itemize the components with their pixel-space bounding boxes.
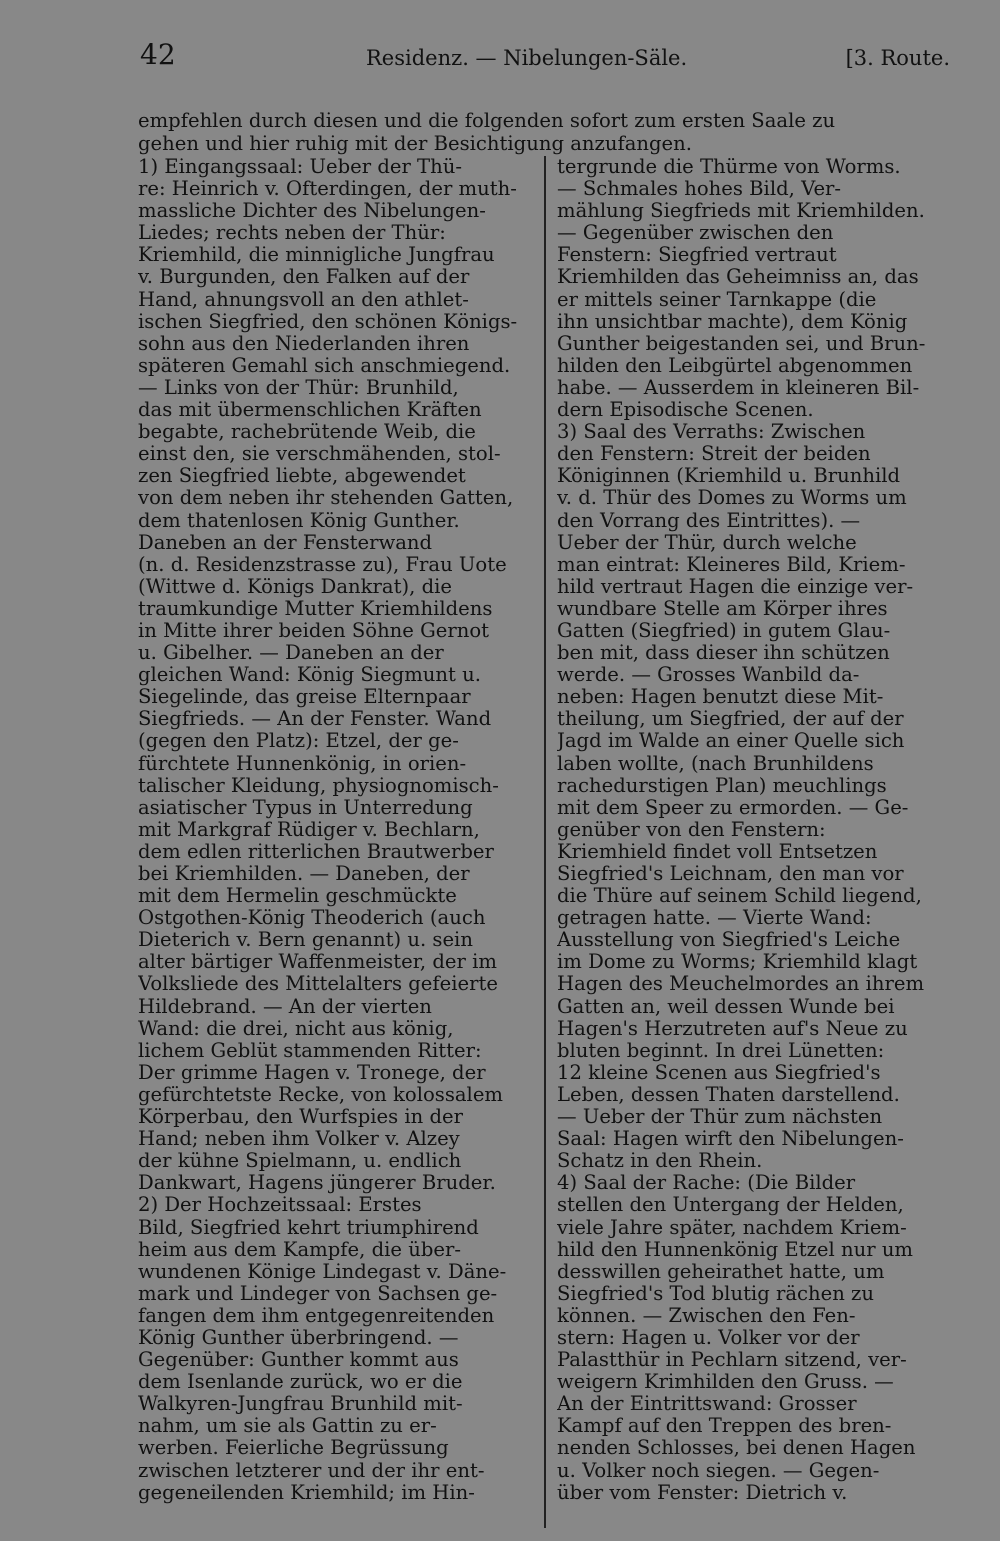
running-head: Residenz. — Nibelungen-Säle. [366,46,688,70]
text-line: nenden Schlosses, bei denen Hagen [557,1437,916,1460]
text-line: in Mitte ihrer beiden Söhne Gernot [138,619,490,642]
text-line: er mittels seiner Tarnkappe (die [557,288,877,311]
text-line: dem edlen ritterlichen Brautwerber [138,840,494,863]
text-line: v. d. Thür des Domes zu Worms um [557,487,907,510]
text-line: re: Heinrich v. Ofterdingen, der muth- [138,178,517,201]
text-line: das mit übermenschlichen Kräften [138,399,482,422]
text-line: Hagen's Herzutreten auf's Neue zu [557,1017,908,1040]
text-line: Kriemhild, die minnigliche Jungfrau [138,244,495,267]
text-line: (n. d. Residenzstrasse zu), Frau Uote [138,553,507,576]
text-line: den Vorrang des Eintrittes). — [557,509,861,532]
text-line: nahm, um sie als Gattin zu er- [138,1415,437,1438]
text-line: 12 kleine Scenen aus Siegfried's [557,1061,881,1084]
intro-paragraph [138,110,950,155]
text-line: genüber von den Fenstern: [557,818,826,841]
text-line: fangen dem ihm entgegenreitenden [138,1304,495,1327]
text-line: Bild, Siegfried kehrt triumphirend [138,1216,479,1239]
text-line: laben wollte, (nach Brunhildens [557,752,874,775]
text-line: Hand, ahnungsvoll an den athlet- [138,288,469,311]
text-line: weigern Krimhilden den Gruss. — [557,1371,894,1394]
text-line: getragen hatte. — Vierte Wand: [557,907,872,930]
text-line: werben. Feierliche Begrüssung [138,1437,449,1460]
text-line: asiatischer Typus in Unterredung [138,796,473,819]
text-line: — Ueber der Thür zum nächsten [557,1106,883,1129]
text-line: — Gegenüber zwischen den [557,222,834,245]
text-line: bei Kriemhilden. — Daneben, der [138,863,470,885]
text-line: ihn unsichtbar machte), dem König [557,310,908,333]
text-line: wundbare Stelle am Körper ihres [557,597,888,620]
left-column [138,156,533,1504]
text-line: Hildebrand. — An der vierten [138,995,432,1018]
text-line: gefürchtetste Recke, von kolossalem [138,1083,503,1106]
text-line: Gatten an, weil dessen Wunde bei [557,995,895,1018]
text-line: u. Volker noch siegen. — Gegen- [557,1459,880,1482]
text-line: Fenstern: Siegfried vertraut [557,244,837,267]
text-line: talischer Kleidung, physiognomisch- [138,774,499,797]
text-line: Königinnen (Kriemhild u. Brunhild [557,465,901,488]
text-line: sohn aus den Niederlanden ihren [138,332,470,355]
text-line: Gatten (Siegfried) in gutem Glau- [557,619,891,642]
text-line: desswillen geheirathet hatte, um [557,1260,885,1283]
page-header [136,38,950,78]
text-line: von dem neben ihr stehenden Gatten, [138,487,514,510]
right-column [557,156,950,1504]
text-line: Leben, dessen Thaten darstellend. [557,1083,900,1106]
text-line: gleichen Wand: König Siegmunt u. [138,664,481,687]
text-line: — Schmales hohes Bild, Ver- [557,178,842,201]
text-line: theilung, um Siegfried, der auf der [557,708,904,731]
page-number: 42 [140,38,176,71]
text-line: können. — Zwischen den Fen- [557,1304,856,1327]
text-line: König Gunther überbringend. — [138,1326,459,1349]
text-line: Schatz in den Rhein. [557,1150,763,1173]
text-line: der kühne Spielmann, u. endlich [138,1150,462,1173]
text-line: Siegfried's Tod blutig rächen zu [557,1282,875,1305]
text-line: man eintrat: Kleineres Bild, Kriem- [557,553,906,576]
text-line: An der Eintrittswand: Grosser [557,1393,857,1416]
text-line: Walkyren-Jungfrau Brunhild mit- [138,1393,463,1416]
text-line: u. Gibelher. — Daneben an der [138,642,444,665]
text-line: begabte, rachebrütende Weib, die [138,421,476,444]
text-line: — Links von der Thür: Brunhild, [138,376,459,399]
text-line: Kampf auf den Treppen des bren- [557,1415,892,1438]
text-line: hild den Hunnenkönig Etzel nur um [557,1238,914,1261]
text-line: wundenen Könige Lindegast v. Däne- [138,1260,507,1283]
text-line: den Fenstern: Streit der beiden [557,443,871,466]
text-line: werde. — Grosses Wanbild da- [557,664,860,687]
text-line: dem thatenlosen König Gunther. [138,509,460,532]
text-line: massliche Dichter des Nibelungen- [138,200,486,223]
text-line: mit dem Hermelin geschmückte [138,885,457,908]
text-line: neben: Hagen benutzt diese Mit- [557,686,884,709]
text-line: Jagd im Walde an einer Quelle sich [557,730,905,753]
column-divider [544,156,546,1528]
text-line: Wand: die drei, nicht aus könig, [138,1017,454,1040]
text-line: rachedurstigen Plan) meuchlings [557,774,887,797]
text-line: mit dem Speer zu ermorden. — Ge- [557,796,909,819]
text-line: Palastthür in Pechlarn sitzend, ver- [557,1349,907,1372]
text-line: lichem Geblüt stammenden Ritter: [138,1039,482,1062]
text-line: Kriemhield findet voll Entsetzen [557,840,878,863]
text-line: Ueber der Thür, durch welche [557,531,857,554]
text-line: Saal: Hagen wirft den Nibelungen- [557,1128,904,1151]
text-line: traumkundige Mutter Kriemhildens [138,597,493,620]
text-line: Ausstellung von Siegfried's Leiche [557,929,901,952]
text-line: Ostgothen-König Theoderich (auch [138,907,486,930]
text-line: fürchtete Hunnenkönig, in orien- [138,752,467,775]
text-line: im Dome zu Worms; Kriemhild klagt [557,951,918,974]
text-line: stellen den Untergang der Helden, [557,1194,904,1217]
text-line: viele Jahre später, nachdem Kriem- [557,1216,907,1239]
text-line: zen Siegfried liebte, abgewendet [138,465,466,488]
text-line: die Thüre auf seinem Schild liegend, [557,885,922,908]
text-line: 4) Saal der Rache: (Die Bilder [557,1172,856,1195]
text-line: Daneben an der Fensterwand [138,531,433,554]
text-line: mark und Lindeger von Sachsen ge- [138,1282,498,1305]
text-line: ben mit, dass dieser ihn schützen [557,642,890,665]
text-line: ischen Siegfried, den schönen Königs- [138,310,518,333]
text-line: habe. — Ausserdem in kleineren Bil- [557,376,920,399]
text-line: mählung Siegfrieds mit Kriemhilden. [557,200,925,223]
text-line: Siegelinde, das greise Elternpaar [138,686,471,709]
text-line: Gunther beigestanden sei, und Brun- [557,332,926,355]
text-line: Siegfried's Leichnam, den man vor [557,863,904,885]
text-line: mit Markgraf Rüdiger v. Bechlarn, [138,818,480,841]
text-line: Hagen des Meuchelmordes an ihrem [557,973,925,996]
text-line: alter bärtiger Waffenmeister, der im [138,951,497,974]
text-line: gehen und hier ruhig mit der Besichtigung anzufangen. [138,132,692,155]
text-line: heim aus dem Kampfe, die über- [138,1238,461,1261]
text-line: hilden den Leibgürtel abgenommen [557,354,913,377]
text-line: tergrunde die Thürme von Worms. [557,156,901,178]
text-line: über vom Fenster: Dietrich v. [557,1481,848,1504]
text-line: 1) Eingangssaal: Ueber der Thü- [138,156,462,178]
text-line: Kriemhilden das Geheimniss an, das [557,266,919,289]
text-line: zwischen letzterer und der ihr ent- [138,1459,485,1482]
text-line: dem Isenlande zurück, wo er die [138,1371,463,1394]
text-line: (gegen den Platz): Etzel, der ge- [138,730,459,753]
text-line: v. Burgunden, den Falken auf der [138,266,470,289]
text-line: dern Episodische Scenen. [557,399,814,422]
text-line: Volksliede des Mittelalters gefeierte [138,973,498,996]
text-line: Gegenüber: Gunther kommt aus [138,1349,459,1372]
text-line: Der grimme Hagen v. Tronege, der [138,1061,486,1084]
text-line: (Wittwe d. Königs Dankrat), die [138,575,452,598]
text-line: Hand; neben ihm Volker v. Alzey [138,1128,460,1151]
text-line: empfehlen durch diesen und die folgenden sofort zum ersten Saale zu [138,110,836,132]
text-line: Siegfrieds. — An der Fenster. Wand [138,708,492,731]
text-line: hild vertraut Hagen die einzige ver- [557,575,914,598]
text-line: bluten beginnt. In drei Lünetten: [557,1039,885,1062]
route-label: [3. Route. [845,46,950,70]
text-line: 2) Der Hochzeitssaal: Erstes [138,1194,422,1217]
text-line: späteren Gemahl sich anschmiegend. [138,354,511,377]
text-line: Dieterich v. Bern genannt) u. sein [138,929,473,952]
text-line: Dankwart, Hagens jüngerer Bruder. [138,1172,496,1195]
text-line: stern: Hagen u. Volker vor der [557,1326,860,1349]
text-line: 3) Saal des Verraths: Zwischen [557,421,866,444]
text-line: gegeneilenden Kriemhild; im Hin- [138,1481,475,1504]
text-line: Liedes; rechts neben der Thür: [138,222,446,245]
text-line: Körperbau, den Wurfspies in der [138,1106,464,1129]
text-line: einst den, sie verschmähenden, stol- [138,443,501,466]
